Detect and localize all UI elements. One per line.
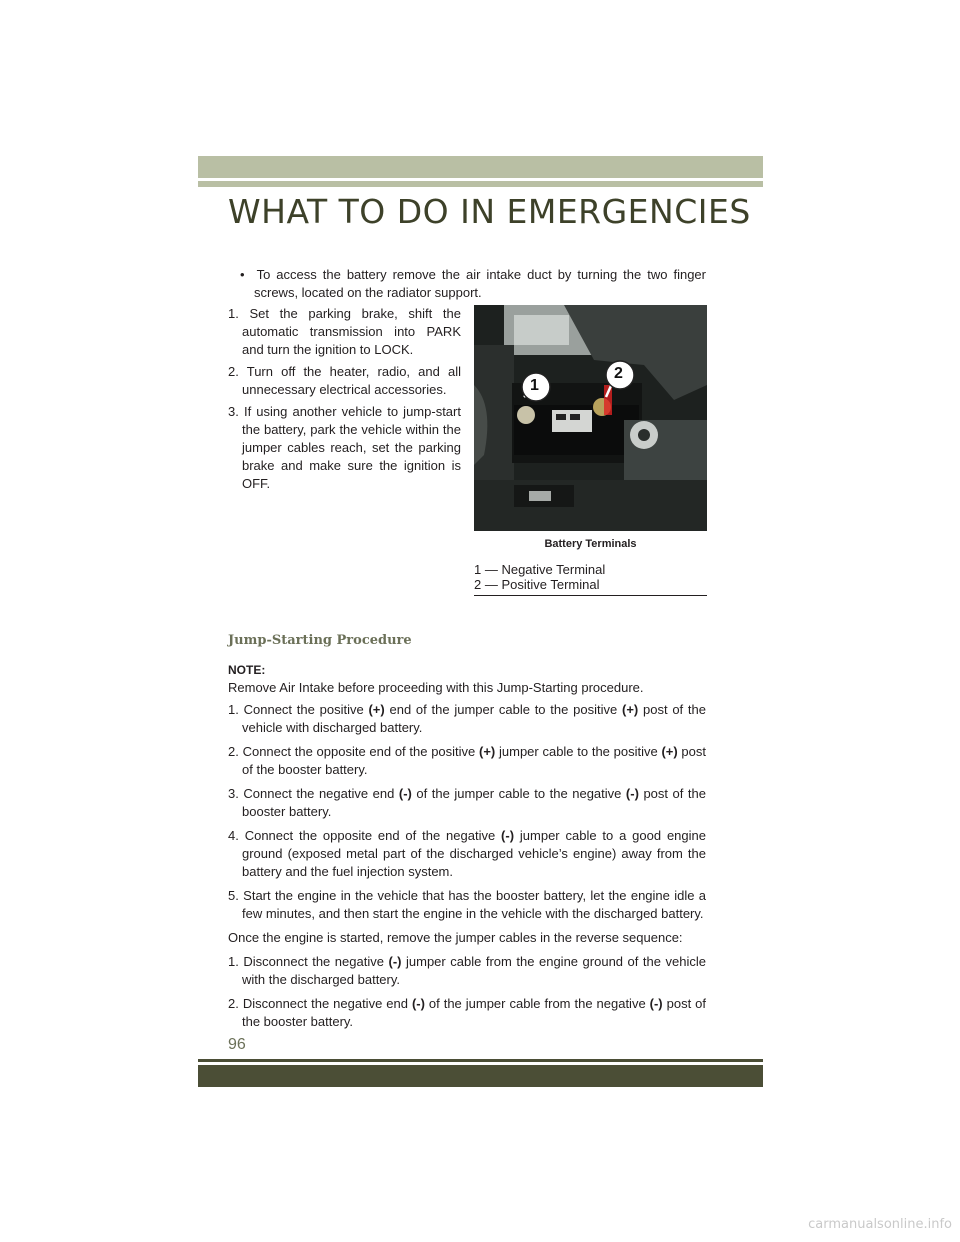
step-number: 2. [228, 744, 239, 759]
step-text: jumper cable to the positive [495, 744, 662, 759]
section-title: WHAT TO DO IN EMERGENCIES [228, 192, 751, 231]
step-text: Start the engine in the vehicle that has the booster battery, let the engine idle a few minutes, and then start the engine in the vehicle with the discharged battery. [242, 888, 706, 921]
callout-2: 2 [614, 365, 623, 382]
step-text: jumper cable to a good engine ground (exposed metal part of the discharged vehicle’s engine) away from the battery and the fuel injection system. [242, 828, 706, 879]
page-number: 96 [228, 1036, 246, 1053]
bullet-marker: • [240, 267, 245, 282]
list-item [228, 953, 706, 989]
legend-item: 1 — Negative Terminal [474, 562, 606, 577]
procedure-heading: Jump-Starting Procedure [228, 633, 412, 648]
step-text: post of the booster battery. [242, 786, 707, 819]
step-text: Disconnect the negative end [242, 996, 412, 1011]
step-text: of the jumper cable from the negative [424, 996, 650, 1011]
step-text: Connect the negative end [243, 786, 399, 801]
list-item [228, 403, 461, 493]
step-text: Connect the opposite end of the negative [244, 828, 502, 843]
figure-legend [474, 562, 707, 592]
polarity-symbol: (+) [368, 702, 385, 717]
step-number: 4. [228, 828, 239, 843]
procedure-body [228, 661, 706, 1037]
step-number: 2. [228, 996, 239, 1011]
header-rule [198, 181, 763, 187]
header-band [198, 156, 763, 178]
step-text: Connect the opposite end of the positive [242, 744, 480, 759]
note-text: Remove Air Intake before proceeding with this Jump-Starting procedure. [228, 680, 644, 695]
step-text: post of the booster battery. [242, 996, 706, 1029]
polarity-symbol: (-) [649, 996, 663, 1011]
polarity-symbol: (-) [388, 954, 402, 969]
step-text: Disconnect the negative [243, 954, 389, 969]
step-number: 3. [228, 404, 239, 419]
intro-bullet [228, 266, 706, 302]
footer-rule [198, 1059, 763, 1062]
list-item [228, 743, 706, 779]
step-text: Connect the positive [243, 702, 369, 717]
step-text: jumper cable from the engine ground of the vehicle with the discharged battery. [242, 954, 706, 987]
step-number: 2. [228, 364, 239, 379]
polarity-symbol: (+) [661, 744, 678, 759]
step-text: If using another vehicle to jump-start the battery, park the vehicle within the jumper cables reach, set the parking brake and make sure the ignition is OFF. [242, 404, 461, 491]
footer-band [198, 1065, 763, 1087]
polarity-symbol: (-) [398, 786, 412, 801]
list-item [228, 701, 706, 737]
watermark: carmanualsonline.info [808, 1217, 952, 1232]
step-text: Turn off the heater, radio, and all unnecessary electrical accessories. [242, 364, 461, 397]
prep-steps-list [228, 305, 461, 497]
figure-caption: Battery Terminals [544, 538, 637, 550]
step-text: of the jumper cable to the negative [411, 786, 626, 801]
step-number: 1. [228, 954, 239, 969]
list-item [228, 827, 706, 881]
reverse-steps-list [228, 953, 706, 1031]
polarity-symbol: (+) [621, 702, 639, 717]
callout-1: 1 [530, 377, 539, 394]
legend-item: 2 — Positive Terminal [474, 577, 600, 592]
battery-photo [474, 305, 707, 531]
list-item [228, 887, 706, 923]
reverse-intro: Once the engine is started, remove the jumper cables in the reverse sequence: [228, 930, 683, 945]
step-text: end of the jumper cable to the positive [384, 702, 622, 717]
note-label: NOTE: [228, 663, 266, 677]
step-number: 5. [228, 888, 239, 903]
step-number: 3. [228, 786, 239, 801]
list-item [228, 995, 706, 1031]
list-item [228, 305, 461, 359]
polarity-symbol: (-) [411, 996, 425, 1011]
polarity-symbol: (+) [479, 744, 496, 759]
step-number: 1. [228, 306, 239, 321]
list-item [228, 785, 706, 821]
jump-steps-list [228, 701, 706, 923]
legend-rule [474, 595, 707, 596]
step-text: post of the vehicle with discharged battery. [242, 702, 707, 735]
step-text: Set the parking brake, shift the automatic transmission into PARK and turn the ignition to LOCK. [242, 306, 461, 357]
polarity-symbol: (-) [625, 786, 639, 801]
bullet-text: To access the battery remove the air intake duct by turning the two finger screws, located on the radiator support. [254, 267, 706, 300]
list-item [228, 363, 461, 399]
polarity-symbol: (-) [501, 828, 515, 843]
step-number: 1. [228, 702, 239, 717]
step-text: post of the booster battery. [242, 744, 707, 777]
